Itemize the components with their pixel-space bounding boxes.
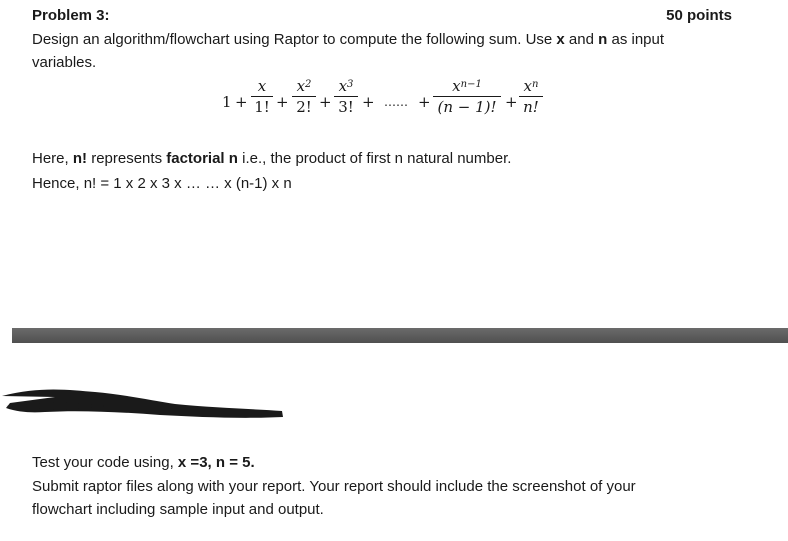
numerator-base: x: [296, 77, 306, 95]
instruction-text: as input: [607, 31, 665, 48]
formula-ellipsis: ……: [384, 95, 408, 109]
description-text: i.e., the product of first n natural number.: [237, 150, 512, 167]
formula-one: 1: [222, 93, 232, 111]
submit-instruction-1: Submit raptor files along with your report. Your report should include the screenshot of your: [32, 478, 636, 495]
numerator-exponent: 2: [305, 79, 312, 90]
fraction-term-2: [292, 76, 316, 117]
denominator: 1!: [254, 98, 270, 116]
denominator: (n − 1)!: [437, 98, 497, 116]
description-bold: factorial n: [166, 150, 238, 167]
numerator-exponent: n−1: [460, 79, 482, 90]
fraction-term-1: [251, 76, 273, 117]
denominator: 3!: [338, 98, 354, 116]
submit-instruction-2: flowchart including sample input and output.: [32, 501, 324, 518]
var-n: n: [598, 31, 608, 48]
numerator-exponent: 3: [347, 79, 354, 90]
instruction-line-2: variables.: [32, 54, 97, 71]
factorial-description: [32, 150, 511, 167]
instruction-text: and: [564, 31, 599, 48]
denominator: 2!: [296, 98, 312, 116]
numerator-base: x: [523, 77, 532, 95]
test-text: Test your code using,: [32, 454, 178, 471]
formula-plus: +: [418, 93, 431, 111]
factorial-definition: Hence, n! = 1 x 2 x 3 x … … x (n-1) x n: [32, 175, 292, 192]
fraction-term-n: [519, 76, 543, 117]
numerator-base: x: [338, 77, 348, 95]
fraction-term-n-minus-1: [433, 76, 501, 117]
description-text: Here,: [32, 150, 73, 167]
formula-plus: +: [505, 93, 518, 111]
numerator-base: x: [452, 77, 461, 95]
section-divider: [12, 328, 788, 343]
redaction-scribble: [0, 382, 300, 432]
test-instruction: [32, 454, 255, 471]
numerator-exponent: n: [532, 79, 539, 90]
problem-title: Problem 3:: [32, 7, 110, 24]
formula-plus: +: [235, 93, 248, 111]
var-x: x: [556, 31, 565, 48]
formula-plus: +: [276, 93, 289, 111]
fraction-term-3: [334, 76, 358, 117]
instruction-line-1: [32, 31, 664, 48]
instruction-text: Design an algorithm/flowchart using Raptor to compute the following sum. Use: [32, 31, 557, 48]
description-text: represents: [87, 150, 167, 167]
points-label: 50 points: [666, 7, 732, 24]
denominator: n!: [523, 98, 539, 116]
numerator: x: [257, 77, 267, 95]
test-values: x =3, n = 5.: [177, 454, 255, 471]
formula-plus: +: [362, 93, 375, 111]
description-bold: n!: [72, 150, 88, 167]
formula-plus: +: [319, 93, 332, 111]
